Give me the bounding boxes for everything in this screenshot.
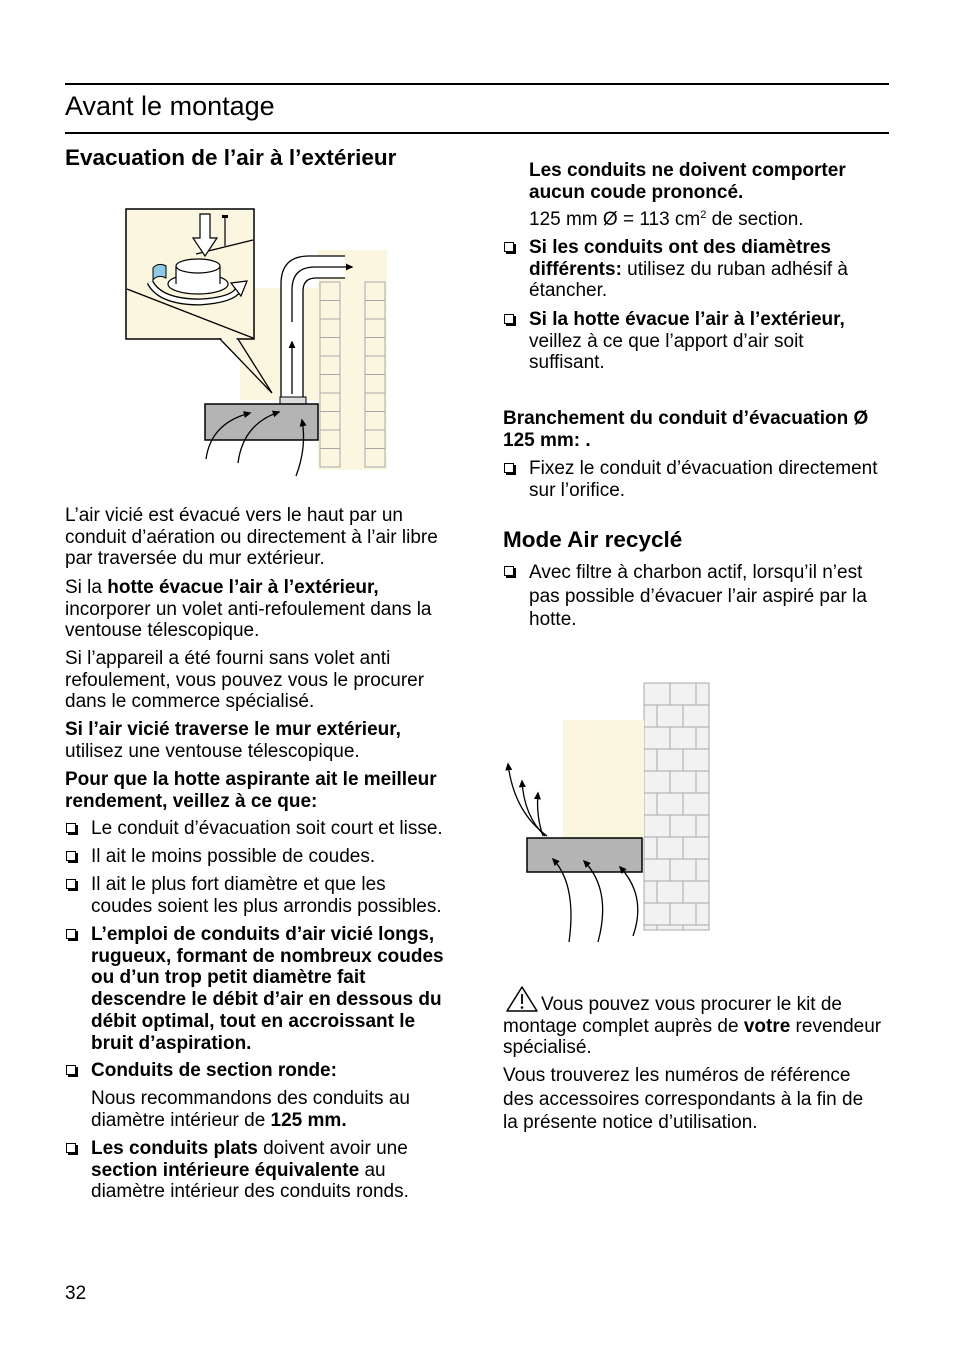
text-run-bold: Si l’air vicié traverse le mur extérieur,	[65, 719, 401, 740]
text-run-bold: section intérieure équivalente	[91, 1159, 360, 1181]
brick-wall	[644, 683, 709, 930]
brick	[644, 859, 670, 881]
brick	[670, 903, 696, 925]
text-run-bold: Les conduits plats	[91, 1138, 258, 1159]
brick	[683, 749, 709, 771]
brick	[683, 705, 709, 727]
list-item	[503, 237, 954, 302]
brick-wall	[318, 250, 387, 470]
checkbox-bullet-icon	[504, 463, 514, 473]
checkbox-bullet-icon	[66, 823, 76, 833]
checkbox-bullet-icon	[504, 242, 514, 252]
brick	[696, 859, 709, 881]
paragraph-performance: Pour que la hotte aspirante ait le meilleur rendement, veillez à ce que:	[65, 769, 437, 812]
brick	[670, 727, 696, 749]
checkbox-bullet-icon	[66, 1143, 76, 1153]
brick	[670, 859, 696, 881]
text-run: incorporer un volet anti-refoulement dans la ventouse télescopique.	[65, 598, 432, 642]
intake-arrow	[584, 861, 603, 942]
list-item-text: Il ait le plus fort diamètre et que les coudes soient les plus arrondis possibles.	[91, 874, 442, 917]
text-run: Si la	[65, 577, 108, 598]
brick	[696, 903, 709, 925]
illustration-recirculation	[500, 675, 715, 947]
brick	[320, 375, 340, 394]
brick	[657, 837, 683, 859]
brick	[696, 771, 709, 793]
list-item	[65, 818, 501, 840]
text-run-bold: Si les conduits ont des diamètres différents:	[529, 237, 831, 280]
brick	[657, 925, 683, 930]
brick	[365, 393, 385, 412]
paragraph-wall	[65, 719, 475, 762]
brick	[670, 771, 696, 793]
brick	[365, 356, 385, 375]
list-item	[65, 874, 501, 917]
brick	[670, 815, 696, 837]
paragraph-valve	[65, 577, 475, 642]
brick	[696, 727, 709, 749]
brick	[365, 430, 385, 449]
text-run: Vous pouvez vous procurer le kit de montage complet auprès de	[503, 994, 843, 1037]
checkbox-bullet-icon	[66, 851, 76, 861]
callout-detail	[126, 209, 272, 393]
text-run: 125 mm Ø = 113 cm	[529, 209, 701, 230]
paragraph-bends: Les conduits ne doivent comporter aucun coude prononcé.	[529, 160, 846, 203]
brick	[365, 319, 385, 338]
text-run: au diamètre intérieur des conduits ronds.	[91, 1159, 409, 1203]
brick	[644, 771, 670, 793]
illustration-exhaust-outside	[120, 200, 395, 485]
hood-body	[205, 404, 318, 440]
exhaust-arrows	[508, 764, 547, 836]
brick	[657, 881, 683, 903]
section-heading-exhaust: Evacuation de l’air à l’extérieur	[65, 145, 397, 170]
brick	[320, 430, 340, 449]
brick	[683, 925, 709, 930]
brick	[320, 319, 340, 338]
chimney-background	[563, 720, 644, 838]
brick	[365, 449, 385, 468]
duct-connector	[280, 397, 306, 404]
brick	[683, 837, 709, 859]
brick	[657, 793, 683, 815]
brick	[644, 683, 670, 705]
list-item-text: L’emploi de conduits d’air vicié longs, rugueux, formant de nombreux coudes ou d’un trop petit diamètre fait descendre le débit d’air en dessous du débit optimal, tout en accroissant le bruit d’aspiration.	[91, 924, 444, 1054]
brick	[657, 749, 683, 771]
brick	[696, 815, 709, 837]
list-item	[65, 1060, 501, 1082]
text-run-bold: votre	[743, 1015, 791, 1037]
wall-bricks	[644, 683, 709, 930]
text-run: de section.	[706, 209, 804, 230]
brick	[320, 338, 340, 357]
exhaust-arrow	[522, 781, 545, 836]
brick	[320, 393, 340, 412]
brick	[644, 793, 657, 815]
exhaust-arrow	[508, 764, 547, 836]
brick	[644, 749, 657, 771]
paragraph-references: Vous trouverez les numéros de référence des accessoires correspondants à la fin de la présente notice d’utilisation.	[503, 1065, 864, 1133]
text-run: doivent avoir une	[263, 1138, 408, 1159]
header-rule-bottom	[65, 132, 889, 134]
text-run: veillez à ce que l’apport d’air soit suffisant.	[529, 330, 804, 374]
connection-heading: Branchement du conduit d’évacuation Ø 125 mm: .	[503, 408, 869, 451]
brick	[365, 301, 385, 320]
brick	[320, 412, 340, 431]
header-rule-top	[65, 83, 889, 85]
hood-body	[527, 838, 642, 872]
checkbox-bullet-icon	[504, 566, 514, 576]
list-item-text: Avec filtre à charbon actif, lorsqu’il n’est pas possible d’évacuer l’air aspiré par la hotte.	[529, 562, 867, 630]
page-number: 32	[65, 1283, 87, 1304]
list-item	[503, 309, 954, 374]
text-run: Nous recommandons des conduits au diamètre intérieur de	[91, 1088, 410, 1131]
brick	[320, 449, 340, 468]
brick	[365, 375, 385, 394]
list-item-text: Fixez le conduit d’évacuation directement sur l’orifice.	[529, 458, 878, 501]
brick	[320, 282, 340, 301]
list-item-text: Il ait le moins possible de coudes.	[91, 846, 376, 867]
duct-spigot	[168, 259, 228, 294]
brick	[644, 727, 670, 749]
brick	[365, 412, 385, 431]
brick	[365, 338, 385, 357]
superscript: 2	[700, 209, 707, 221]
brick	[644, 837, 657, 859]
brick	[644, 881, 657, 903]
brick	[683, 881, 709, 903]
text-run: utilisez une ventouse télescopique.	[65, 740, 360, 762]
list-item	[503, 458, 954, 501]
text-run-bold: hotte évacue l’air à l’extérieur,	[107, 577, 379, 598]
paragraph-valve-supply: Si l’appareil a été fourni sans volet anti refoulement, vous pouvez vous le procurer dans le commerce spécialisé.	[65, 648, 425, 713]
text-run: utilisez du ruban adhésif à étancher.	[529, 258, 848, 302]
page-title: Avant le montage	[65, 91, 275, 121]
brick	[320, 356, 340, 375]
list-item	[65, 924, 501, 1054]
list-item	[65, 1138, 501, 1203]
list-item	[503, 561, 954, 632]
brick	[644, 925, 657, 930]
note-kit	[503, 994, 933, 1059]
brick	[683, 793, 709, 815]
paragraph-intro: L’air vicié est évacué vers le haut par un conduit d’aération ou directement à l’air libre par traversée du mur extérieur.	[65, 505, 438, 570]
checkbox-bullet-icon	[66, 1065, 76, 1075]
brick	[696, 683, 709, 705]
brick	[365, 282, 385, 301]
section-heading-recirculation: Mode Air recyclé	[503, 527, 683, 552]
text-run-bold: 125 mm.	[270, 1109, 347, 1131]
checkbox-bullet-icon	[66, 929, 76, 939]
paragraph-round-duct	[91, 1088, 475, 1131]
list-item	[65, 846, 501, 868]
brick	[657, 705, 683, 727]
brick	[644, 815, 670, 837]
brick	[320, 301, 340, 320]
text-run: revendeur spécialisé.	[503, 1015, 882, 1058]
brick	[644, 903, 670, 925]
text-run-bold: Si la hotte évacue l’air à l’extérieur,	[529, 309, 845, 330]
intake-arrow	[620, 867, 638, 936]
brick	[644, 705, 657, 727]
brick	[670, 683, 696, 705]
checkbox-bullet-icon	[504, 314, 514, 324]
checkbox-bullet-icon	[66, 879, 76, 889]
list-item-text: Conduits de section ronde:	[91, 1060, 337, 1081]
paragraph-section	[529, 209, 933, 231]
list-item-text: Le conduit d’évacuation soit court et lisse.	[91, 818, 443, 839]
